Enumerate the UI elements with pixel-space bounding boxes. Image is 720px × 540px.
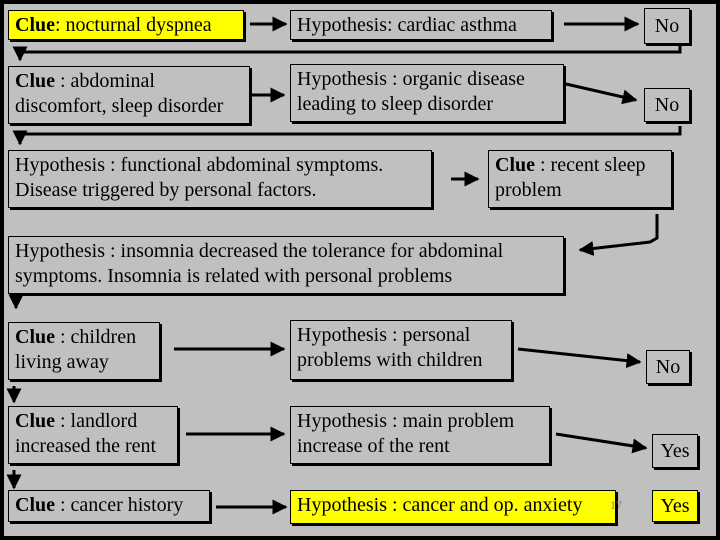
- clue-line-1: : abdominal: [55, 70, 155, 92]
- clue-children-living-away: [8, 322, 160, 380]
- clue-line-1: : landlord: [55, 410, 138, 432]
- arrow-row2-to-row3: [20, 126, 680, 144]
- hypothesis-organic-disease: [290, 64, 564, 122]
- clue-line-2: increased the rent: [15, 435, 157, 457]
- hypothesis-personal-problems: [290, 320, 512, 380]
- hyp-line-2: Disease triggered by personal factors.: [15, 179, 317, 201]
- clue-abdominal-discomfort: [8, 66, 250, 124]
- result-text: No: [655, 356, 681, 378]
- arrow-row1-to-row2: [20, 46, 680, 60]
- result-box-7: [652, 490, 698, 522]
- result-text: No: [654, 94, 680, 116]
- hyp-line-1: Hypothesis : functional abdominal symptoms.: [15, 154, 384, 176]
- hyp-line-1: Hypothesis : organic disease: [297, 68, 525, 90]
- hypothesis-cancer-anxiety: [290, 490, 616, 524]
- clue-line-2: problem: [495, 179, 562, 201]
- clue-keyword: Clue: [15, 326, 55, 348]
- arrow-hyp6-to-result6: [556, 434, 646, 448]
- result-box-2: [644, 88, 690, 122]
- hypothesis-insomnia: [8, 236, 564, 294]
- clue-line-2: discomfort, sleep disorder: [15, 95, 224, 117]
- clue-cancer-history: [8, 490, 210, 522]
- hyp-line-2: symptoms. Insomnia is related with personal problems: [15, 265, 453, 287]
- hyp-line-2: problems with children: [297, 349, 483, 371]
- clue-text: : nocturnal dyspnea: [55, 14, 212, 36]
- result-text: No: [654, 15, 680, 37]
- hyp-line-2: increase of the rent: [297, 435, 450, 457]
- hypothesis-cardiac-asthma: [290, 10, 552, 40]
- clue-landlord-rent: [8, 406, 178, 464]
- clue-keyword: Clue: [15, 494, 55, 516]
- hyp-line-1: Hypothesis : personal: [297, 324, 471, 346]
- clue-recent-sleep-problem: [488, 150, 672, 208]
- clue-text: : cancer history: [55, 494, 184, 516]
- clue-line-1: : recent sleep: [535, 154, 646, 176]
- hypothesis-text: Hypothesis: cardiac asthma: [297, 14, 517, 36]
- clue-keyword: Clue: [15, 410, 55, 432]
- result-box-1: [644, 8, 690, 44]
- clue-keyword: Clue: [495, 154, 535, 176]
- hypothesis-functional-abdominal: [8, 150, 432, 208]
- hypothesis-text: Hypothesis : cancer and op. anxiety: [297, 494, 583, 516]
- hyp-line-2: leading to sleep disorder: [297, 93, 494, 115]
- result-box-6: [652, 434, 698, 468]
- diagram-canvas: [4, 4, 716, 536]
- hyp-line-1: Hypothesis : main problem: [297, 410, 515, 432]
- arrow-hyp2-to-result2: [566, 84, 636, 100]
- result-box-5: [646, 350, 690, 384]
- clue-nocturnal-dyspnea: [8, 10, 244, 40]
- hypothesis-rent-increase: [290, 406, 550, 464]
- clue-line-2: living away: [15, 351, 109, 373]
- result-text: Yes: [660, 440, 690, 462]
- page-number: 17: [610, 498, 622, 512]
- clue-keyword: Clue: [15, 70, 55, 92]
- clue-line-1: : children: [55, 326, 137, 348]
- result-text: Yes: [660, 495, 690, 517]
- clue-keyword: Clue: [15, 14, 55, 36]
- arrow-row3-to-row4: [580, 214, 657, 250]
- arrow-hyp5-to-result5: [518, 349, 640, 362]
- hyp-line-1: Hypothesis : insomnia decreased the tolerance for abdominal: [15, 240, 504, 262]
